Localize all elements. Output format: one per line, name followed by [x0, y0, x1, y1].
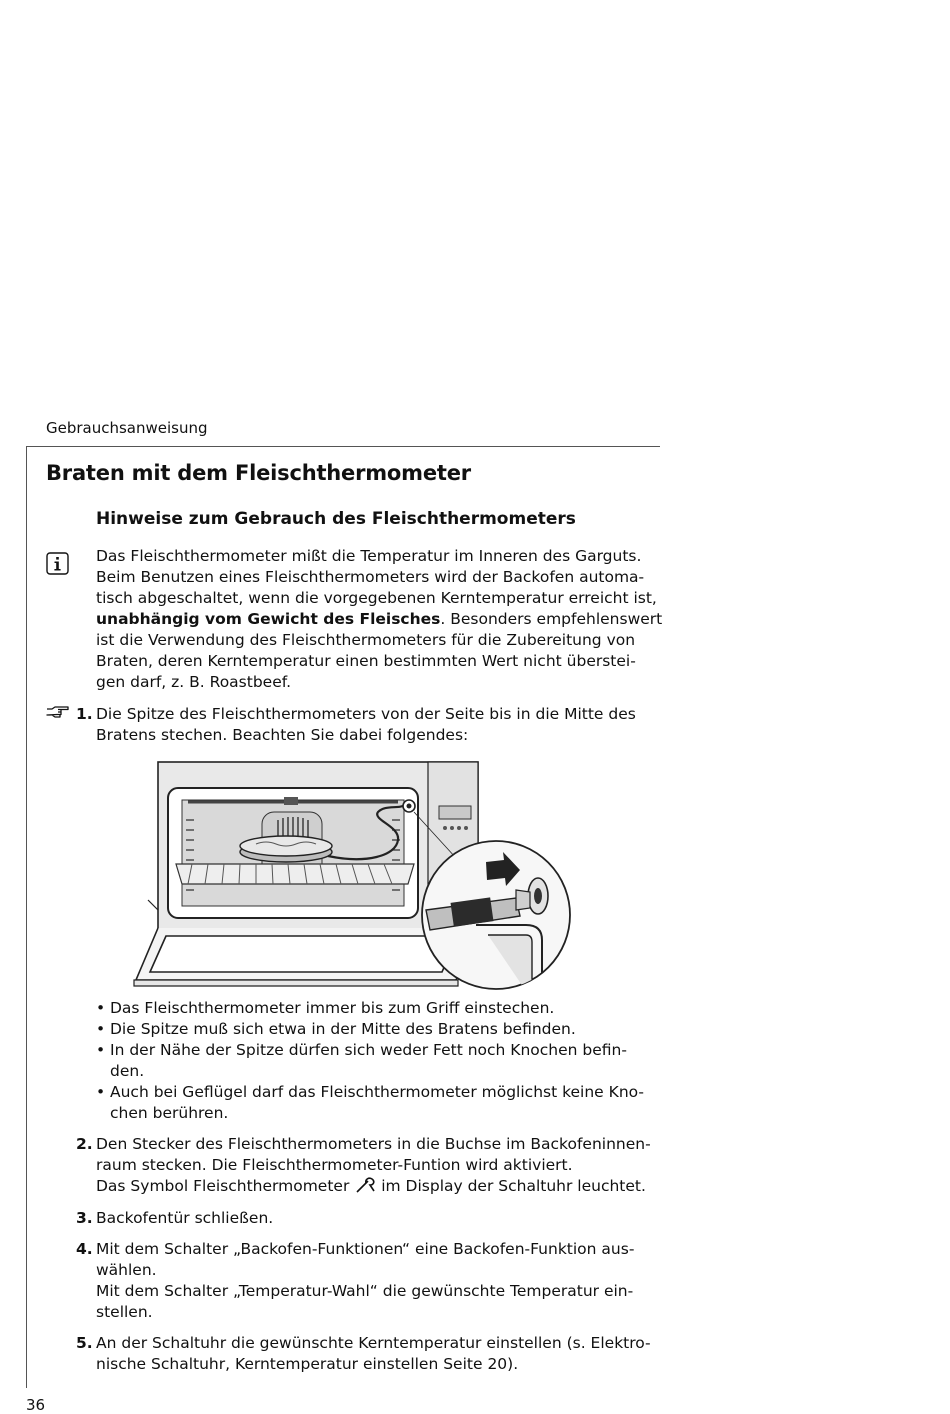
step-2-text	[96, 1134, 651, 1197]
step-line: Mit dem Schalter „Backofen-Funktionen“ eine Backofen-Funktion aus-	[96, 1240, 635, 1258]
step-1-number: 1.	[76, 705, 93, 723]
margin-rule	[26, 446, 27, 1388]
bullet-item	[96, 1040, 644, 1082]
section-subtitle: Hinweise zum Gebrauch des Fleischthermometers	[96, 509, 576, 529]
intro-line: ist die Verwendung des Fleischthermometers für die Zubereitung von	[96, 631, 636, 649]
step-line: Die Spitze des Fleischthermometers von der Seite bis in die Mitte des	[96, 705, 636, 723]
step-line-part: Das Symbol Fleischthermometer	[96, 1177, 350, 1195]
intro-line	[96, 609, 662, 630]
step-line: nische Schaltuhr, Kerntemperatur einstellen Seite 20).	[96, 1355, 519, 1373]
intro-line-rest: . Besonders empfehlenswert	[440, 610, 663, 628]
bullet-line: Das Fleischthermometer immer bis zum Griff einstechen.	[110, 999, 555, 1017]
step-3-text: Backofentür schließen.	[96, 1209, 274, 1227]
bullet-line: In der Nähe der Spitze dürfen sich weder Fett noch Knochen befin-	[110, 1041, 627, 1059]
running-header: Gebrauchsanweisung	[46, 419, 208, 437]
step-line: Bratens stechen. Beachten Sie dabei folgendes:	[96, 726, 469, 744]
bullet-item	[96, 1082, 644, 1124]
step-line: wählen.	[96, 1261, 157, 1279]
bullet-dot: •	[96, 1041, 106, 1059]
step-2-number: 2.	[76, 1135, 93, 1153]
meat-thermometer-icon	[354, 1177, 376, 1193]
bullet-line: chen berühren.	[110, 1104, 229, 1122]
step-line: An der Schaltuhr die gewünschte Kerntemperatur einstellen (s. Elektro-	[96, 1334, 651, 1352]
emphasis-text: unabhängig vom Gewicht des Fleisches	[96, 610, 441, 628]
page-number: 36	[26, 1396, 46, 1414]
info-icon	[46, 552, 69, 575]
intro-paragraph	[96, 546, 662, 693]
bullet-item	[96, 998, 644, 1019]
bullet-line: Die Spitze muß sich etwa in der Mitte des Bratens befinden.	[110, 1020, 576, 1038]
step-5-text	[96, 1333, 651, 1375]
bullet-dot: •	[96, 1083, 106, 1101]
display-window	[439, 806, 471, 819]
step-line: Mit dem Schalter „Temperatur-Wahl“ die gewünschte Temperatur ein-	[96, 1282, 634, 1300]
bullet-dot: •	[96, 999, 106, 1017]
bullet-line: Auch bei Geflügel darf das Fleischthermometer möglichst keine Kno-	[110, 1083, 645, 1101]
intro-line: Braten, deren Kerntemperatur einen bestimmten Wert nicht überstei-	[96, 652, 636, 670]
pointing-hand-icon	[46, 705, 70, 721]
oven-thermometer-illustration	[96, 760, 574, 992]
bullet-line: den.	[110, 1062, 145, 1080]
bullet-list	[96, 998, 644, 1124]
intro-line: gen darf, z. B. Roastbeef.	[96, 673, 291, 691]
header-rule	[26, 446, 660, 447]
step-3-number: 3.	[76, 1209, 93, 1227]
step-4-number: 4.	[76, 1240, 93, 1258]
step-line: raum stecken. Die Fleischthermometer-Funtion wird aktiviert.	[96, 1156, 573, 1174]
step-5-number: 5.	[76, 1334, 93, 1352]
bullet-item	[96, 1019, 644, 1040]
intro-line: Das Fleischthermometer mißt die Temperatur im Inneren des Garguts.	[96, 547, 642, 565]
step-line-part: im Display der Schaltuhr leuchtet.	[381, 1177, 646, 1195]
step-1-text	[96, 704, 636, 746]
step-line: stellen.	[96, 1303, 153, 1321]
bullet-dot: •	[96, 1020, 106, 1038]
page-title: Braten mit dem Fleischthermometer	[46, 461, 471, 485]
step-line	[96, 1176, 651, 1197]
intro-line: tisch abgeschaltet, wenn die vorgegebenen Kerntemperatur erreicht ist,	[96, 589, 657, 607]
intro-line: Beim Benutzen eines Fleischthermometers wird der Backofen automa-	[96, 568, 645, 586]
step-line: Den Stecker des Fleischthermometers in die Buchse im Backofeninnen-	[96, 1135, 651, 1153]
step-4-text	[96, 1239, 634, 1323]
